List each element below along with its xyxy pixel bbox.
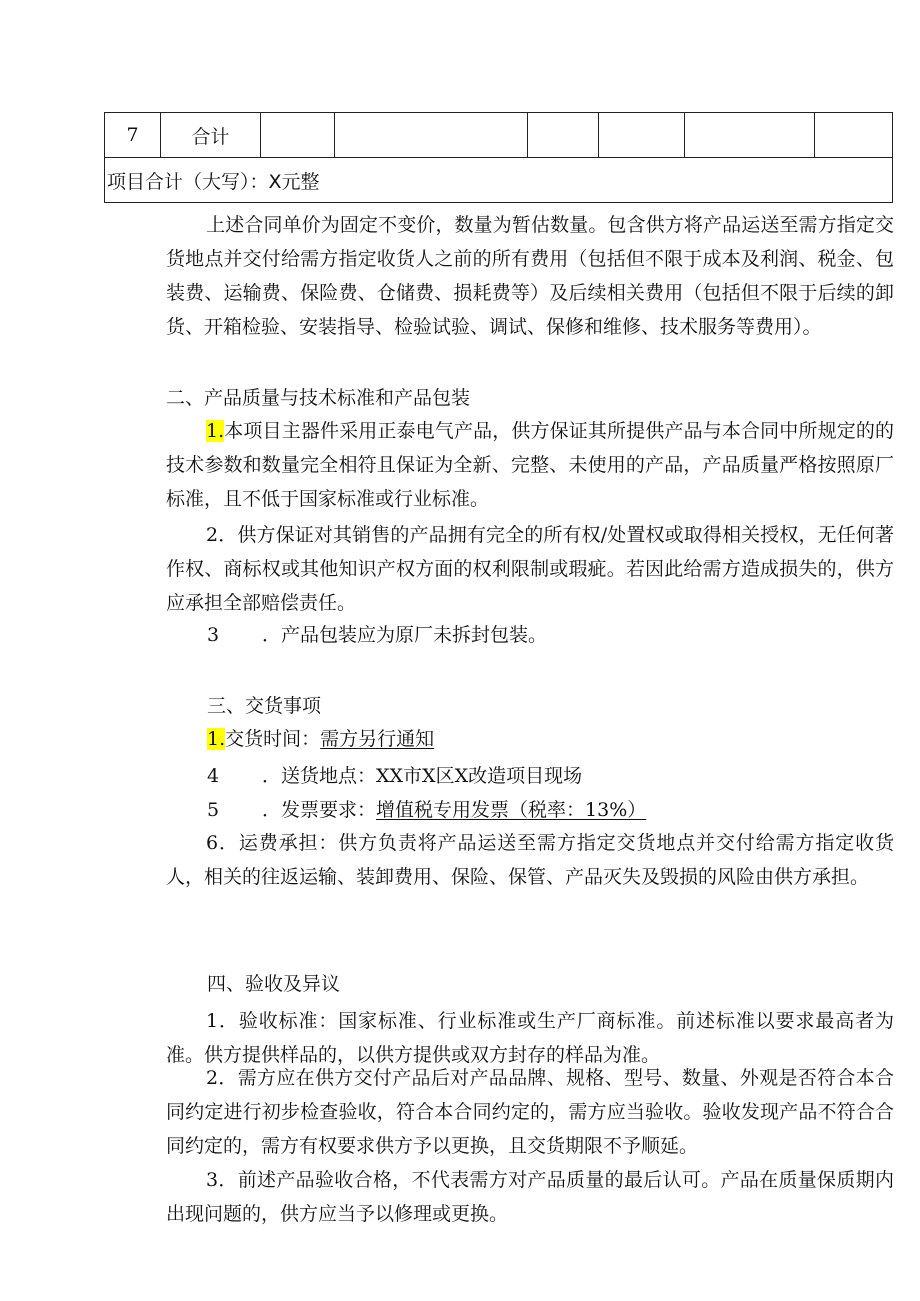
section3-item6-text: 6．运费承担：供方负责将产品运送至需方指定交货地点并交付给需方指定收货人，相关的往返运输、装卸费用、保险、保管、产品灭失及毁损的风险由供方承担。 xyxy=(166,832,894,888)
section3-item1 xyxy=(207,726,434,752)
table-cell xyxy=(261,113,335,158)
section4-item2 xyxy=(166,1061,894,1163)
section3-item4-text: ．送货地点：XX市X区X改造项目现场 xyxy=(262,765,583,787)
quotation-table xyxy=(104,112,893,203)
intro-paragraph xyxy=(166,208,894,344)
section4-item3-text: 3．前述产品验收合格，不代表需方对产品质量的最后认可。产品在质量保质期内出现问题的，供方应当予以修理或更换。 xyxy=(166,1169,894,1225)
section3-item6 xyxy=(166,826,894,894)
section4-item1-text: 1．验收标准：国家标准、行业标准或生产厂商标准。前述标准以要求最高者为准。供方提供样品的，以供方提供或双方封存的样品为准。 xyxy=(166,1010,894,1066)
highlighted-number: 1. xyxy=(206,420,225,442)
table-row xyxy=(105,158,893,203)
row-index-cell: 7 xyxy=(105,113,161,158)
delivery-time-value: 需方另行通知 xyxy=(320,728,435,750)
section3-item5 xyxy=(262,797,646,823)
table-row xyxy=(105,113,893,158)
table-cell xyxy=(685,113,815,158)
row-label-cell: 合计 xyxy=(161,113,261,158)
table-cell xyxy=(528,113,599,158)
invoice-value: 增值税专用发票（税率：13%） xyxy=(376,799,647,821)
section3-heading: 三、交货事项 xyxy=(207,695,322,717)
table-cell xyxy=(335,113,528,158)
section3-item4-num: 4 xyxy=(207,765,220,787)
section2-item2 xyxy=(166,518,894,620)
section2-item3-text: ．产品包装应为原厂未拆封包装。 xyxy=(262,624,548,646)
delivery-time-label: 交货时间： xyxy=(225,728,321,750)
table-cell xyxy=(815,113,893,158)
section2-heading: 二、产品质量与技术标准和产品包装 xyxy=(166,387,471,409)
section4-item3 xyxy=(166,1163,894,1231)
section2-item3-num: 3 xyxy=(207,624,220,646)
section4-heading: 四、验收及异议 xyxy=(207,973,341,995)
intro-text: 上述合同单价为固定不变价，数量为暂估数量。包含供方将产品运送至需方指定交货地点并交付给需方指定收货人之前的所有费用（包括但不限于成本及利润、税金、包装费、运输费、保险费、仓储费、损耗费等）及后续相关费用（包括但不限于后续的卸货、开箱检验、安装指导、检验试验、调试、保修和维修、技术服务等费用）。 xyxy=(166,214,894,338)
section2-item1-text: 本项目主器件采用正泰电气产品，供方保证其所提供产品与本合同中所规定的的技术参数和数量完全相符且保证为全新、完整、未使用的产品，产品质量严格按照原厂标准，且不低于国家标准或行业标准。 xyxy=(166,420,894,510)
section2-item2-text: 2．供方保证对其销售的产品拥有完全的所有权/处置权或取得相关授权，无任何著作权、商标权或其他知识产权方面的权利限制或瑕疵。若因此给需方造成损失的，供方应承担全部赔偿责任。 xyxy=(166,524,894,614)
invoice-label: ．发票要求： xyxy=(262,799,377,821)
total-in-words: 项目合计（大写）：X元整 xyxy=(105,158,893,203)
table-cell xyxy=(599,113,685,158)
section2-item1 xyxy=(166,414,894,516)
highlighted-number: 1. xyxy=(207,728,226,750)
section4-item2-text: 2．需方应在供方交付产品后对产品品牌、规格、型号、数量、外观是否符合本合同约定进行初步检查验收，符合本合同约定的，需方应当验收。验收发现产品不符合合同约定的，需方有权要求供方予以更换，且交货期限不予顺延。 xyxy=(166,1067,894,1157)
section3-item5-num: 5 xyxy=(207,799,220,821)
